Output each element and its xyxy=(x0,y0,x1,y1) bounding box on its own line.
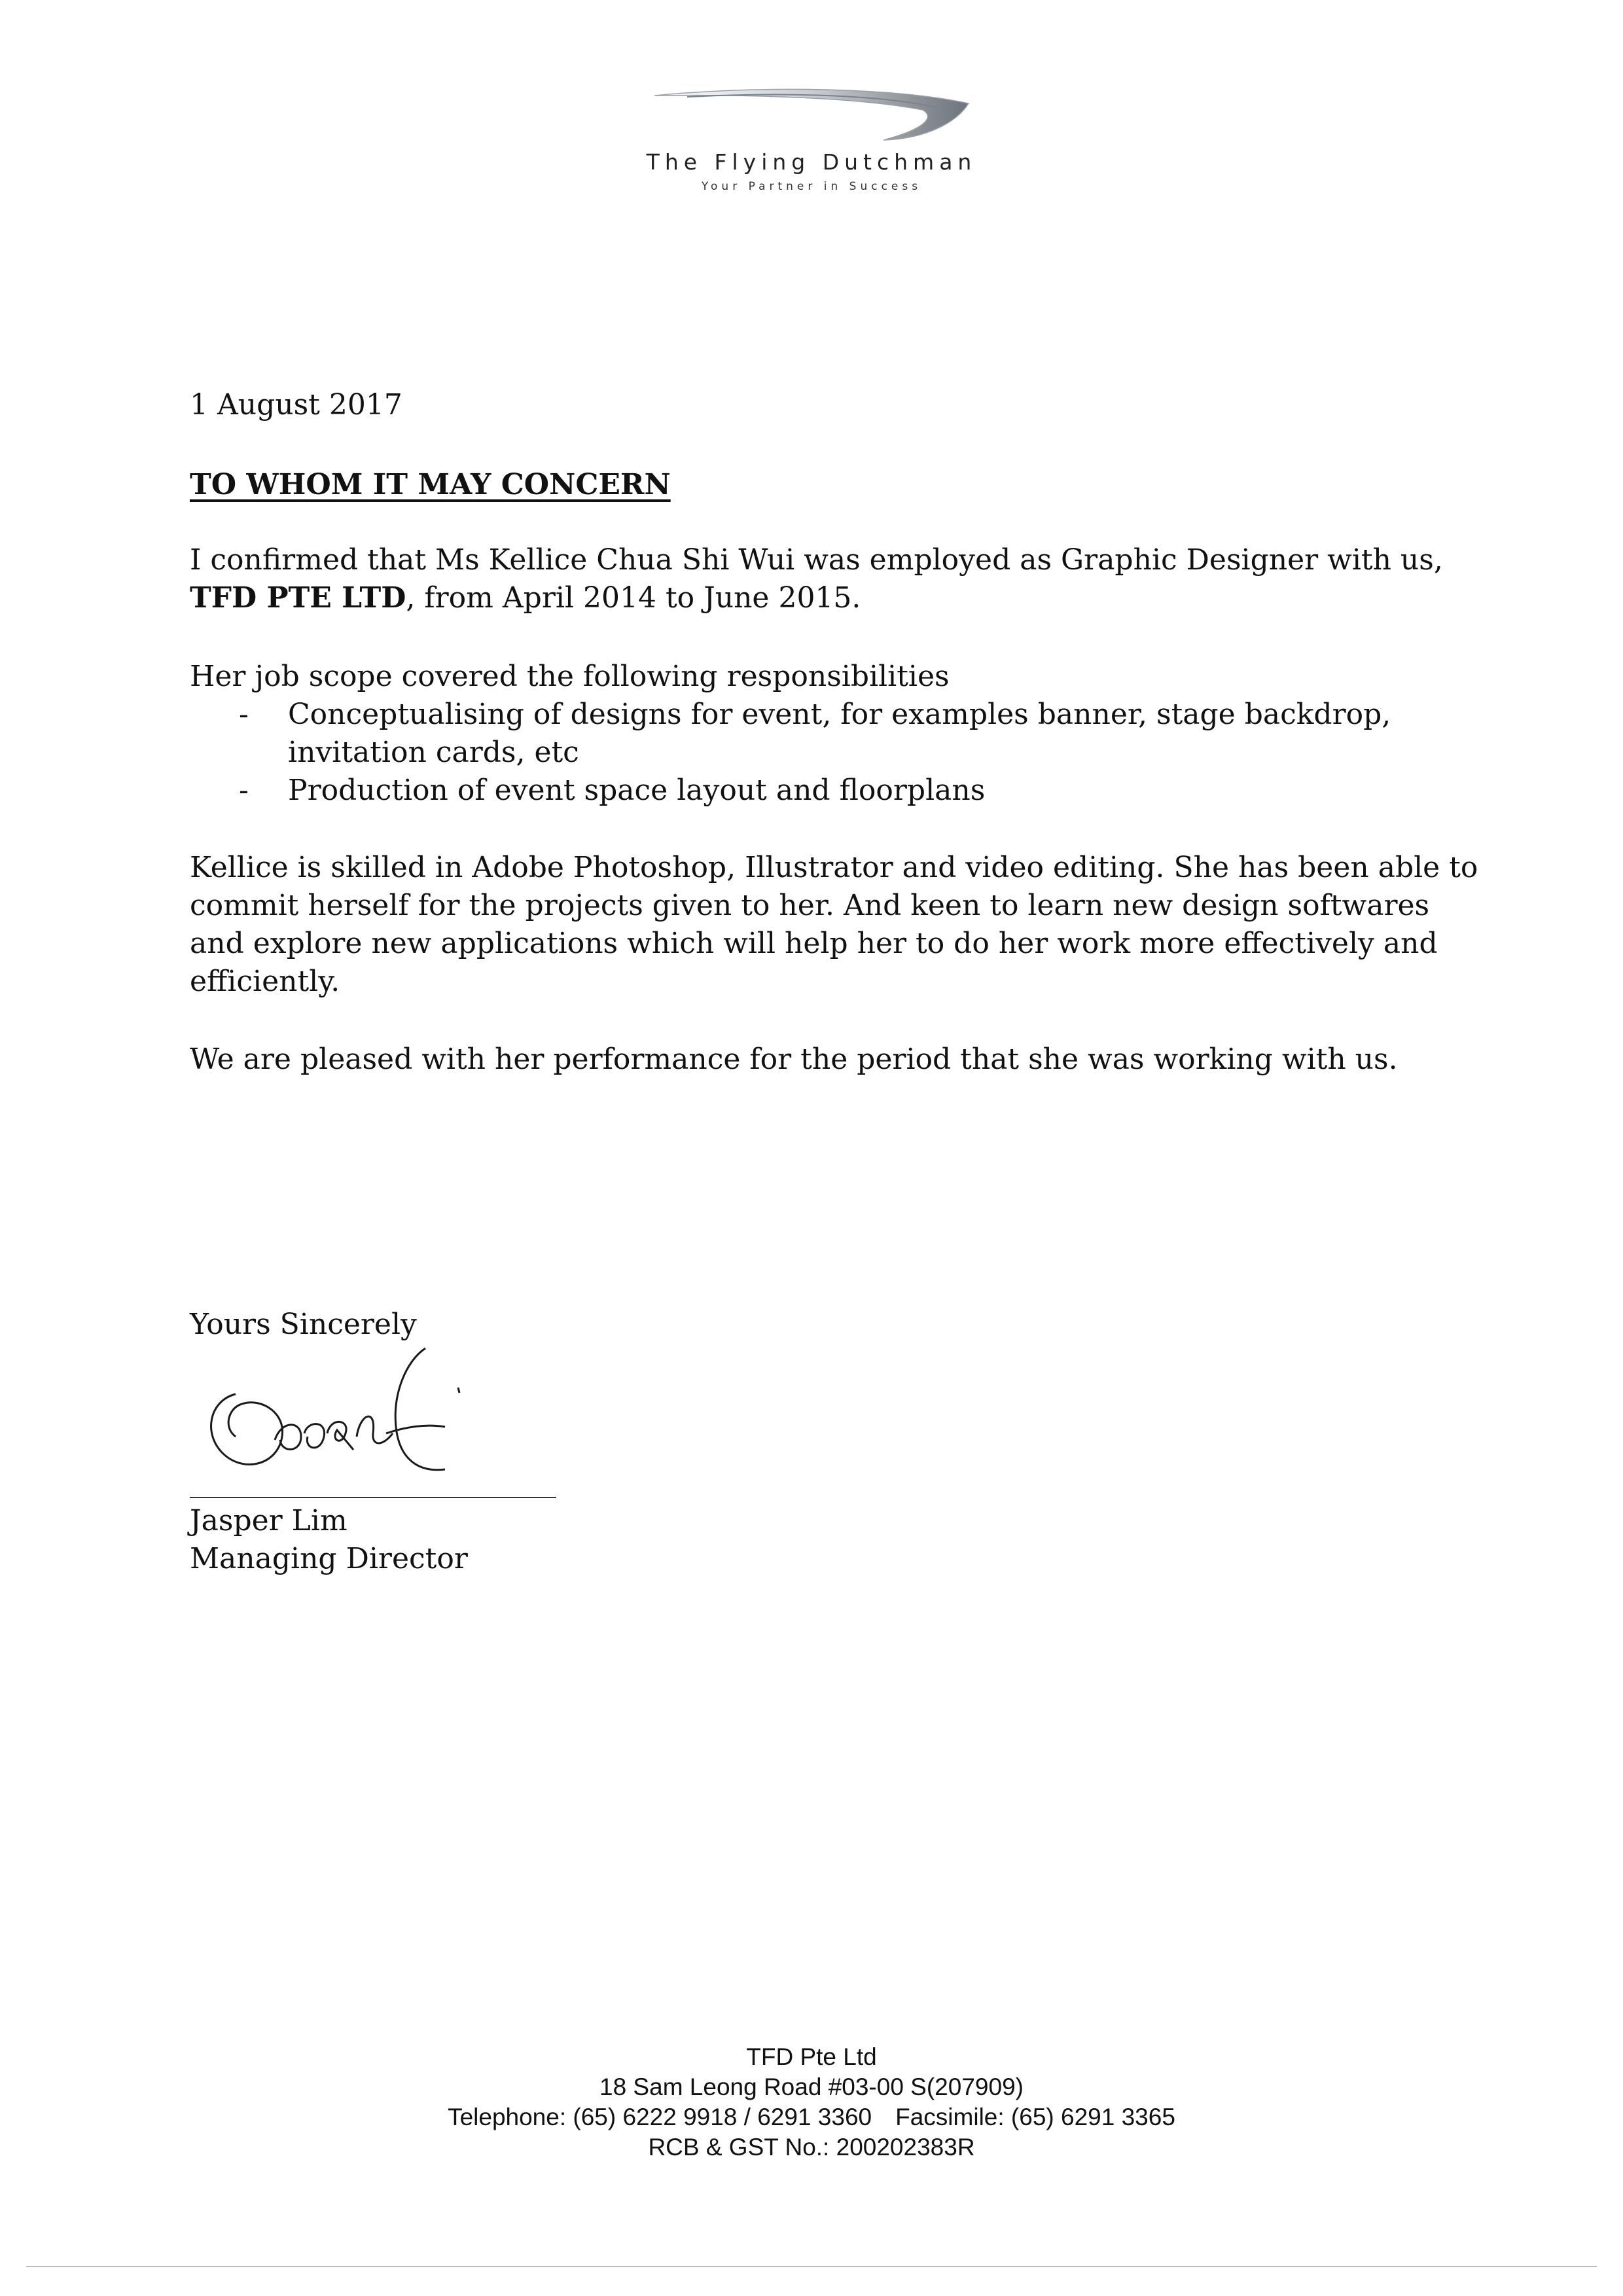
letter-closing: Yours Sincerely xyxy=(190,1308,417,1341)
signature-line xyxy=(190,1497,556,1498)
paragraph-line: efficiently. xyxy=(190,965,340,998)
paragraph-performance: We are pleased with her performance for the period that she was working with us. xyxy=(190,1043,1398,1076)
list-item-line: invitation cards, etc xyxy=(288,736,579,769)
employment-period: , from April 2014 to June 2015. xyxy=(406,581,861,615)
footer-contact xyxy=(0,2102,1623,2132)
paragraph-line: and explore new applications which will help her to do her work more effectively and xyxy=(190,927,1438,960)
list-item xyxy=(190,772,1391,810)
paragraph-line: I confirmed that Ms Kellice Chua Shi Wui was employed as Graphic Designer with us, xyxy=(190,543,1443,577)
paragraph-employment xyxy=(190,541,1443,617)
letter-subject: TO WHOM IT MAY CONCERN xyxy=(190,468,671,501)
swoosh-logo-icon xyxy=(648,84,975,143)
page-edge-divider xyxy=(26,2266,1597,2267)
footer-address: 18 Sam Leong Road #03-00 S(207909) xyxy=(599,2073,1024,2100)
company-logo xyxy=(628,84,995,208)
paragraph-line xyxy=(190,579,1443,617)
responsibilities-intro: Her job scope covered the following responsibilities xyxy=(190,660,950,693)
list-item xyxy=(190,696,1391,772)
signer-name: Jasper Lim xyxy=(190,1504,348,1537)
footer-registration: RCB & GST No.: 200202383R xyxy=(648,2134,975,2161)
paragraph-line: commit herself for the projects given to her. And keen to learn new design softwares xyxy=(190,889,1430,922)
list-item-line: Production of event space layout and floorplans xyxy=(288,774,986,807)
footer-company: TFD Pte Ltd xyxy=(746,2043,877,2070)
company-legal-name: TFD PTE LTD xyxy=(190,581,406,615)
list-item-line: Conceptualising of designs for event, for examples banner, stage backdrop, xyxy=(288,698,1391,731)
letter-date: 1 August 2017 xyxy=(190,388,402,422)
responsibilities-list xyxy=(190,696,1391,810)
paragraph-skills xyxy=(190,849,1478,1001)
company-tagline: Your Partner in Success xyxy=(701,180,922,193)
bullet-dash: - xyxy=(239,774,249,807)
company-name: The Flying Dutchman xyxy=(646,149,977,175)
footer-telephone: Telephone: (65) 6222 9918 / 6291 3360 xyxy=(448,2104,872,2130)
paragraph-line: Kellice is skilled in Adobe Photoshop, Illustrator and video editing. She has been able to xyxy=(190,851,1478,884)
signer-title: Managing Director xyxy=(190,1542,468,1575)
bullet-dash: - xyxy=(239,698,249,731)
handwritten-signature xyxy=(196,1342,471,1499)
footer-facsimile: Facsimile: (65) 6291 3365 xyxy=(895,2104,1175,2130)
